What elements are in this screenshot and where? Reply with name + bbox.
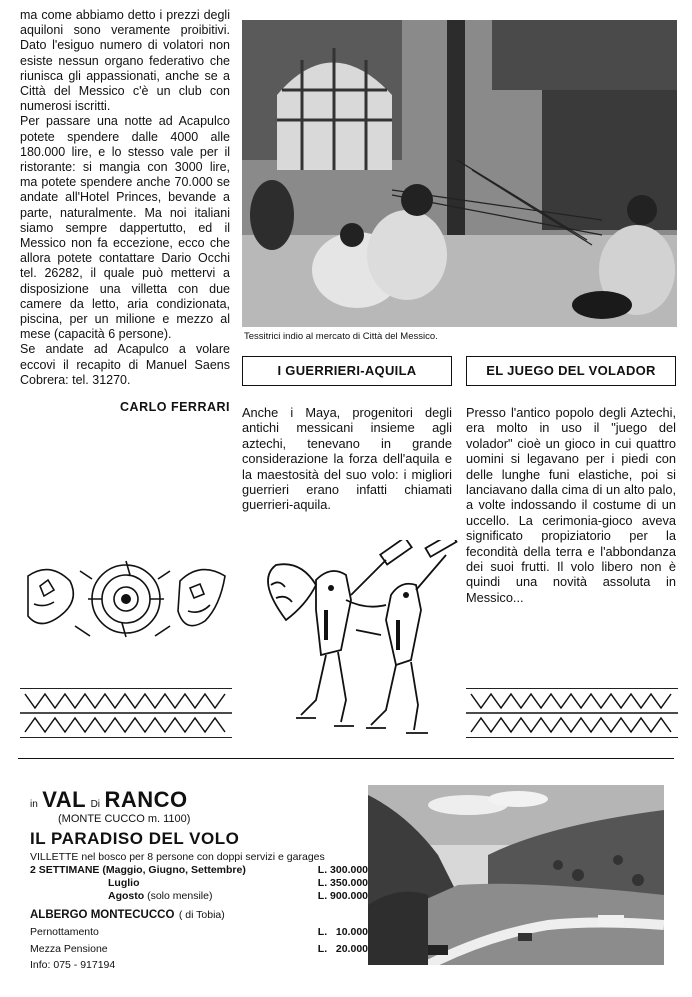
price-value: L. 300.000 — [317, 864, 368, 876]
ad-albergo — [30, 905, 225, 923]
price-row — [30, 877, 368, 890]
ad-headline: IL PARADISO DEL VOLO — [30, 829, 240, 848]
ad-title-val: VAL — [42, 787, 87, 812]
rate-value: L. 20.000 — [317, 943, 368, 955]
left-paragraph-3: Se andate ad Acapulco a volare eccovi il recapito di Manuel Saens Cobrera: tel. 31270. — [20, 342, 230, 387]
price-row — [30, 890, 368, 903]
volador-heading: EL JUEGO DEL VOLADOR — [466, 356, 676, 386]
guerrieri-text: Anche i Maya, progenitori degli antichi messicani insieme agli aztechi, tenevano in grande considerazione la forza dell'aquila e la maestosità del suo volo: i migliori guerrieri erano infatti chiamati guerrieri-aquila. — [242, 405, 452, 513]
price-note: (solo mensile) — [147, 890, 213, 902]
price-value: L. 900.000 — [317, 890, 368, 902]
ad-villette: VILLETTE nel bosco per 8 persone con doppi servizi e garages — [30, 851, 325, 863]
val-di-ranco-ad — [18, 758, 674, 991]
price-label: 2 SETTIMANE — [30, 864, 100, 876]
weavers-photo — [242, 20, 677, 327]
price-value: L. 350.000 — [317, 877, 368, 889]
mountain-landscape-photo — [368, 785, 664, 965]
author-name: CARLO FERRARI — [120, 400, 230, 415]
left-paragraph-2: Per passare una notte ad Acapulco potete spendere dalle 4000 alle 180.000 lire, e lo stesso vale per il ristorante: si mangia con 3000 lire, ma potete spendere anche 70.000 se andate all'Hotel Princes, bevande a parte, naturalmente. Ma noi italiani siamo sempre dappertutto, ed il Messico non fa eccezione, ecco che allora potete contattare Dario Occhi tel. 26282, il quale può mettervi a disposizione una villetta con due camere da letto, aria condizionata, piscina, per un milione e mezzo al mese (capacità 6 persone). — [20, 114, 230, 342]
price-note: (Maggio, Giugno, Settembre) — [102, 864, 246, 876]
price-row — [30, 864, 368, 877]
guerrieri-text-column — [242, 405, 452, 513]
price-label: Agosto — [108, 890, 145, 902]
decorative-band-right — [466, 688, 678, 738]
ad-title-ranco: RANCO — [104, 787, 188, 812]
eagle-warriors-illustration — [246, 540, 461, 740]
albergo-name: ALBERGO MONTECUCCO — [30, 909, 175, 921]
volador-text-column — [466, 405, 676, 605]
volador-text: Presso l'antico popolo degli Aztechi, era molto in uso il "juego del volador" cioè un gioco in cui quattro uomini si legavano per i piedi con delle lunghe funi elastiche, poi si lanciavano dalla cima di un alto palo, a volte indossando il costume di un uccello. La cerimonia-gioco aveva significato propiziatorio per la fecondità della terra e l'abbondanza dei suoi frutti. Il volo libero non è quindi una novità assoluta in Messico... — [466, 405, 676, 605]
ad-title-in: in — [30, 799, 38, 810]
rate-row — [30, 926, 368, 939]
left-paragraph-1: ma come abbiamo detto i prezzi degli aquiloni sono veramente proibitivi. Dato l'esiguo numero di volatori non esiste nessun organo federativo che riunisca gli appassionati, anche se a Città del Messico c'è un club con numerosi iscritti. — [20, 8, 230, 114]
rate-label: Pernottamento — [30, 926, 99, 938]
aztec-glyph-illustration — [20, 556, 232, 642]
ad-title-di: Di — [90, 799, 101, 810]
rate-row — [30, 943, 368, 956]
rate-value: L. 10.000 — [317, 926, 368, 938]
rate-label: Mezza Pensione — [30, 943, 108, 955]
guerrieri-heading: I GUERRIERI-AQUILA — [242, 356, 452, 386]
photo-caption: Tessitrici indio al mercato di Città del Messico. — [244, 331, 438, 342]
albergo-note: ( di Tobia) — [178, 909, 225, 921]
ad-info: Info: 075 - 917194 — [30, 959, 116, 971]
ad-price-list — [30, 864, 368, 903]
left-article-column — [20, 8, 230, 415]
ad-rates — [30, 926, 368, 956]
ad-title — [30, 787, 188, 813]
price-label: Luglio — [108, 877, 140, 889]
ad-subtitle: (MONTE CUCCO m. 1100) — [58, 813, 191, 825]
decorative-band-left — [20, 688, 232, 738]
